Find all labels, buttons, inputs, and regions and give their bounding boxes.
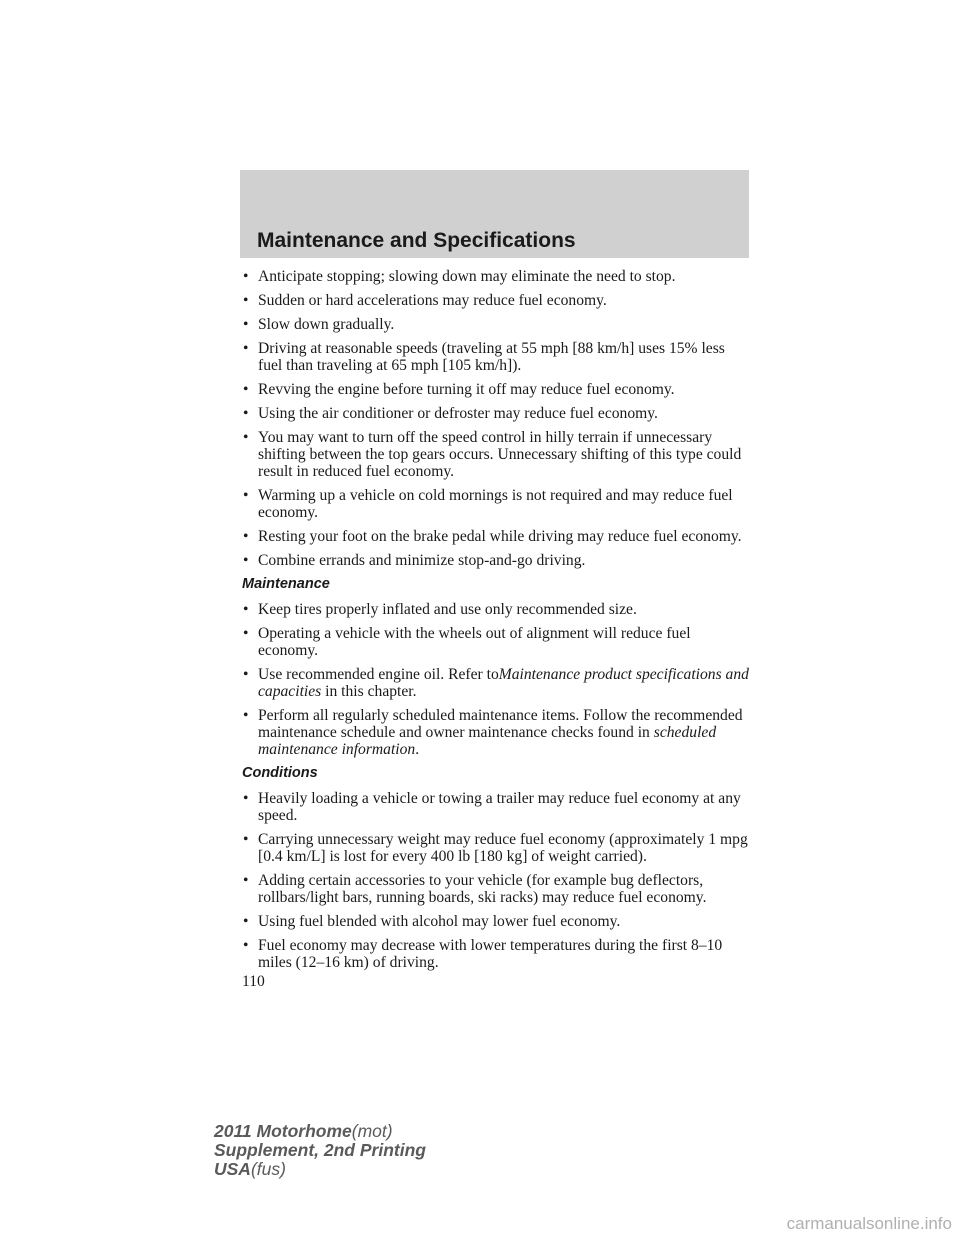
- bullet-icon: •: [243, 831, 249, 848]
- footer-line-market: [214, 1160, 426, 1179]
- footer-line-model: [214, 1122, 426, 1141]
- list-item: [242, 316, 752, 333]
- item-text: Using fuel blended with alcohol may lower fuel economy.: [258, 913, 621, 930]
- list-item: [242, 913, 752, 930]
- footer-model-code: (mot): [351, 1121, 393, 1141]
- list-item: [242, 292, 752, 309]
- item-text: Operating a vehicle with the wheels out of alignment will reduce fuel economy.: [258, 625, 691, 659]
- page-content: [242, 268, 752, 990]
- bullet-icon: •: [243, 625, 249, 642]
- item-text: Revving the engine before turning it off may reduce fuel economy.: [258, 381, 675, 398]
- list-item: [242, 429, 752, 480]
- list-item: [242, 937, 752, 971]
- item-text: Using the air conditioner or defroster may reduce fuel economy.: [258, 405, 658, 422]
- bullet-icon: •: [243, 601, 249, 618]
- item-text: Use recommended engine oil. Refer to: [258, 666, 499, 683]
- item-text: Combine errands and minimize stop-and-go driving.: [258, 552, 586, 569]
- list-item: [242, 625, 752, 659]
- list-item: [242, 268, 752, 285]
- item-text: Sudden or hard accelerations may reduce fuel economy.: [258, 292, 607, 309]
- bullet-icon: •: [243, 405, 249, 422]
- bullet-icon: •: [243, 666, 249, 683]
- list-item: [242, 790, 752, 824]
- bullet-icon: •: [243, 292, 249, 309]
- list-item: [242, 340, 752, 374]
- item-text: Resting your foot on the brake pedal while driving may reduce fuel economy.: [258, 528, 742, 545]
- item-text: Fuel economy may decrease with lower temperatures during the first 8–10 miles (12–16 km) of driving.: [258, 937, 723, 971]
- item-text: Adding certain accessories to your vehicle (for example bug deflectors, rollbars/light bars, running boards, ski racks) may reduce fuel economy.: [258, 872, 707, 906]
- document-footer: [214, 1122, 426, 1179]
- list-item: [242, 707, 752, 758]
- list-item: [242, 528, 752, 545]
- watermark-link[interactable]: carmanualsonline.info: [786, 1214, 952, 1233]
- item-text: Carrying unnecessary weight may reduce fuel economy (approximately 1 mpg [0.4 km/L] is lost for every 400 lb [180 kg] of weight carried).: [258, 831, 748, 865]
- item-text: Anticipate stopping; slowing down may eliminate the need to stop.: [258, 268, 676, 285]
- bullet-icon: •: [243, 316, 249, 333]
- item-text: Slow down gradually.: [258, 316, 395, 333]
- bullet-icon: •: [243, 381, 249, 398]
- item-text: Warming up a vehicle on cold mornings is not required and may reduce fuel economy.: [258, 487, 733, 521]
- bullet-icon: •: [243, 552, 249, 569]
- footer-printing: Supplement, 2nd Printing: [214, 1140, 426, 1160]
- list-item: [242, 405, 752, 422]
- bullet-icon: •: [243, 937, 249, 954]
- page-number: 110: [242, 973, 265, 990]
- item-text: You may want to turn off the speed control in hilly terrain if unnecessary shifting between the top gears occurs. Unnecessary shifting of this type could result in reduced fuel economy.: [258, 429, 742, 480]
- footer-market-code: (fus): [250, 1159, 286, 1179]
- bullet-icon: •: [243, 528, 249, 545]
- bullet-icon: •: [243, 913, 249, 930]
- list-item: [242, 872, 752, 906]
- item-text: Perform all regularly scheduled maintenance items. Follow the recommended maintenance schedule and owner maintenance checks found in: [258, 707, 743, 741]
- bullet-icon: •: [243, 268, 249, 285]
- footer-model: 2011 Motorhome: [214, 1121, 352, 1141]
- section-title: Maintenance and Specifications: [257, 229, 576, 252]
- list-item: [242, 552, 752, 569]
- bullet-icon: •: [243, 790, 249, 807]
- footer-market: USA: [214, 1159, 251, 1179]
- list-item: [242, 831, 752, 865]
- list-item: [242, 601, 752, 618]
- item-text: .: [415, 741, 420, 758]
- bullet-icon: •: [243, 340, 249, 357]
- bullet-icon: •: [243, 487, 249, 504]
- conditions-heading: Conditions: [242, 765, 318, 781]
- item-text: Keep tires properly inflated and use only recommended size.: [258, 601, 637, 618]
- bullet-icon: •: [243, 707, 249, 724]
- item-text: Heavily loading a vehicle or towing a trailer may reduce fuel economy at any speed.: [258, 790, 741, 824]
- bullet-icon: •: [243, 429, 249, 446]
- item-text: in this chapter.: [325, 683, 417, 700]
- maintenance-heading: Maintenance: [242, 576, 330, 592]
- list-item: [242, 381, 752, 398]
- list-item: [242, 666, 752, 700]
- cross-reference-link: Maintenance product specifications and capacities: [258, 666, 749, 700]
- cross-reference-link: scheduled maintenance information: [258, 724, 717, 758]
- item-text: Driving at reasonable speeds (traveling at 55 mph [88 km/h] uses 15% less fuel than traveling at 65 mph [105 km/h]).: [258, 340, 725, 374]
- list-item: [242, 487, 752, 521]
- bullet-icon: •: [243, 872, 249, 889]
